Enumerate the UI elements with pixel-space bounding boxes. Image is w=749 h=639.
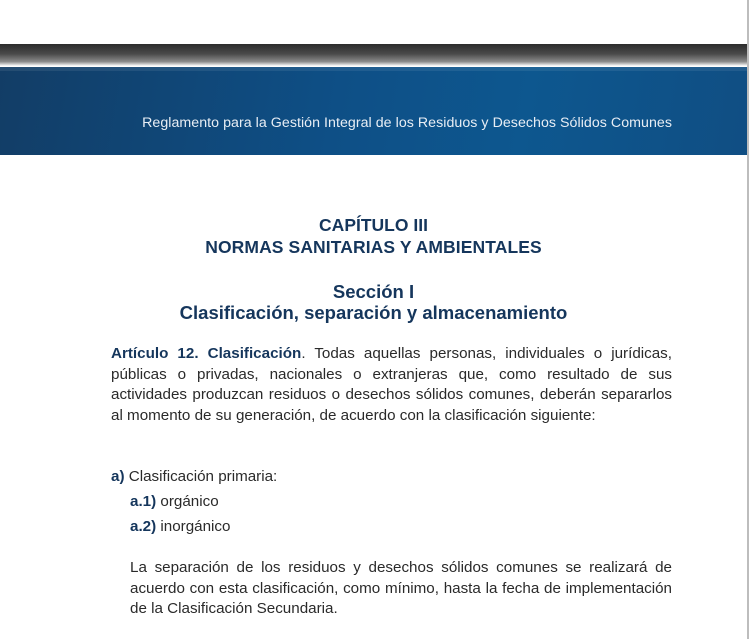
page-top-shadow [0, 44, 747, 66]
list-item-a-text: Clasificación primaria: [124, 468, 278, 485]
list-item-a1 [130, 493, 219, 510]
chapter-number: CAPÍTULO III [319, 215, 428, 235]
article-title: Artículo 12. Clasificación [111, 345, 302, 362]
closing-paragraph: La separación de los residuos y desechos sólidos comunes se realizará de acuerdo con esta clasificación, como mínimo, hasta la fecha de implementación de la Clasificación Secundaria. [130, 559, 672, 617]
list-item-a2-label: a.2) [130, 518, 157, 535]
list-item-a2 [130, 518, 230, 535]
article-paragraph [111, 344, 672, 426]
list-item-a1-label: a.1) [130, 493, 157, 510]
section-number: Sección I [332, 281, 415, 302]
list-item-a-label: a) [111, 468, 125, 485]
article-body: . Todas aquellas personas, individuales o jurídicas, públicas o privadas, nacionales o extranjeras que, como resultado de sus actividades produzcan residuos o desechos sólidos comunes, deberán separarlos al momento de su generación, de acuerdo con la clasificación siguiente: [111, 345, 672, 424]
section-name: Clasificación, separación y almacenamiento [179, 302, 568, 323]
header-title: Reglamento para la Gestión Integral de los Residuos y Desechos Sólidos Comunes [142, 115, 672, 131]
header-band [0, 67, 747, 155]
chapter-name: NORMAS SANITARIAS Y AMBIENTALES [205, 237, 542, 257]
list-item-a2-text: inorgánico [156, 518, 231, 535]
list-item-a1-text: orgánico [156, 493, 219, 510]
list-item-a [111, 468, 277, 485]
